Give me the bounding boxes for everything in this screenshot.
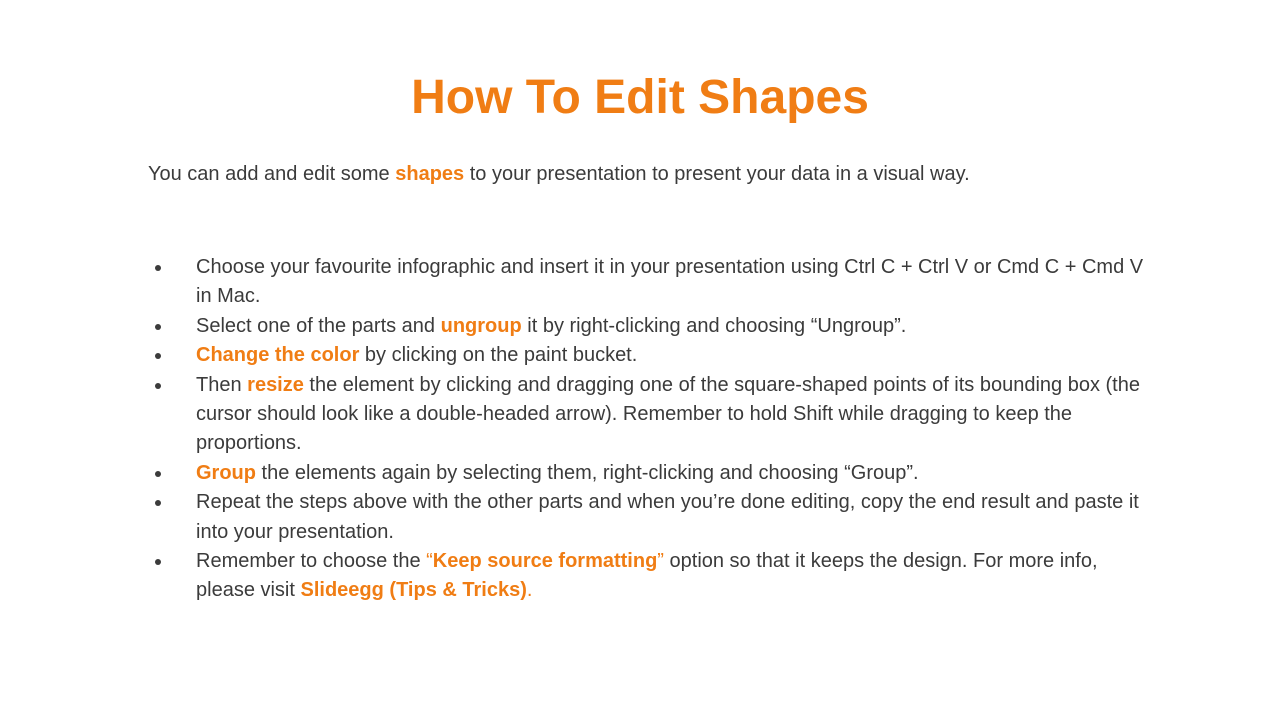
intro-text-before: You can add and edit some (148, 163, 396, 185)
slide-title: How To Edit Shapes (411, 71, 869, 124)
slideegg-link[interactable]: Slideegg (Tips & Tricks) (300, 579, 527, 602)
step-text-before: Then (196, 373, 248, 396)
step-highlight-keep-source: Keep source formatting (432, 550, 658, 573)
step-text-before: Remember to choose the (196, 550, 427, 573)
steps-list (148, 253, 1148, 606)
bullet-icon (155, 559, 161, 565)
bullet-icon (155, 353, 161, 359)
bullet-icon (155, 383, 161, 389)
step-text-after: it by right-clicking and choosing “Ungroup”. (521, 314, 907, 337)
step-item-2 (148, 312, 1148, 341)
step-item-5 (148, 459, 1148, 488)
bullet-icon (155, 471, 161, 477)
step-highlight-group: Group (196, 461, 256, 484)
step-text-after: the elements again by selecting them, right-clicking and choosing “Group”. (256, 461, 919, 484)
step-highlight-change-color: Change the color (196, 344, 360, 367)
intro-text-after: to your presentation to present your data in a visual way. (464, 163, 970, 185)
step-text-middle: option so that it keeps the design. For more info, please visit (196, 550, 1098, 602)
intro-highlight: shapes (395, 163, 465, 185)
step-item-1 (148, 253, 1148, 312)
step-text: Choose your favourite infographic and insert it in your presentation using Ctrl C + Ctrl V or Cmd C + Cmd V in Mac. (196, 256, 1144, 308)
step-text-after: by clicking on the paint bucket. (359, 344, 638, 367)
step-item-6 (148, 488, 1148, 547)
step-text: Repeat the steps above with the other parts and when you’re done editing, copy the end result and paste it into your presentation. (196, 491, 1139, 543)
quote-close: ” (657, 550, 664, 573)
step-highlight-ungroup: ungroup (440, 314, 522, 337)
intro-paragraph (148, 160, 1148, 189)
bullet-icon (155, 500, 161, 506)
bullet-icon (155, 324, 161, 330)
step-text-before: Select one of the parts and (196, 314, 441, 337)
step-item-4 (148, 371, 1148, 459)
step-text-end: . (526, 579, 533, 602)
step-text-after: the element by clicking and dragging one of the square-shaped points of its bounding box (the cursor should look like a double-headed arrow). Remember to hold Shift while dragging to keep the proportions. (196, 373, 1140, 455)
step-highlight-resize: resize (247, 373, 304, 396)
quote-open: “ (426, 550, 433, 573)
bullet-icon (155, 265, 161, 271)
step-item-3 (148, 341, 1148, 370)
step-item-7 (148, 547, 1148, 606)
